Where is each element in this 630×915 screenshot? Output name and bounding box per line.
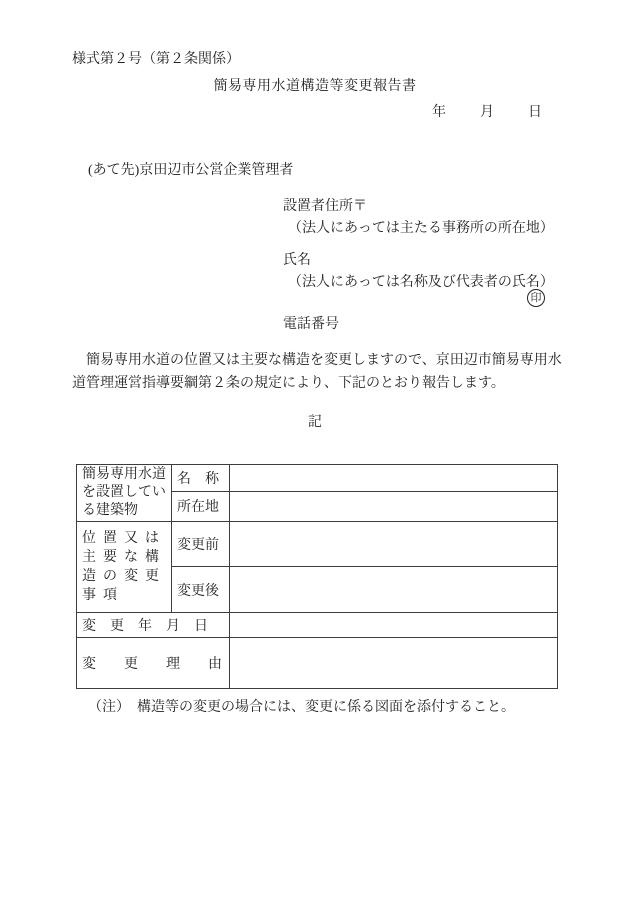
change-reason-label: 変 更 理 由 xyxy=(77,638,230,689)
before-change-input-cell[interactable] xyxy=(230,522,558,567)
body-line-2: 道管理運営指導要綱第２条の規定により、下記のとおり報告します。 xyxy=(72,376,505,391)
addressee: (あて先)京田辺市公営企業管理者 xyxy=(88,163,294,178)
table-row xyxy=(77,638,558,689)
submitter-phone-label: 電話番号 xyxy=(283,317,339,332)
after-change-label: 変更後 xyxy=(172,567,230,613)
building-name-label: 名 称 xyxy=(172,465,230,492)
submitter-name-label: 氏名 xyxy=(283,253,311,268)
table-row xyxy=(77,465,558,492)
submitter-address-label: 設置者住所〒 xyxy=(283,199,367,214)
page-title: 簡易専用水道構造等変更報告書 xyxy=(213,79,417,94)
body-line-1: 簡易専用水道の位置又は主要な構造を変更しますので、京田辺市簡易専用水 xyxy=(72,353,562,368)
date-month-label: 月 xyxy=(480,105,494,120)
before-change-label: 変更前 xyxy=(172,522,230,567)
building-location-input-cell[interactable] xyxy=(230,491,558,521)
change-date-label: 変 更 年 月 日 xyxy=(77,613,230,638)
table-row xyxy=(77,522,558,567)
after-change-input-cell[interactable] xyxy=(230,567,558,613)
footnote: （注） 構造等の変更の場合には、変更に係る図面を添付すること。 xyxy=(88,700,515,715)
report-table xyxy=(76,464,558,689)
seal-character: 印 xyxy=(530,291,542,304)
seal-icon xyxy=(527,289,545,307)
change-date-input-cell[interactable] xyxy=(230,613,558,638)
body-paragraph xyxy=(72,349,570,395)
building-group-label: 簡易専用水道を設置している建築物 xyxy=(77,465,172,522)
change-group-label: 位置又は主要な構造の変更事項 xyxy=(77,522,172,613)
record-heading: 記 xyxy=(308,415,322,430)
date-day-label: 日 xyxy=(528,105,542,120)
date-line xyxy=(432,101,542,121)
building-name-input-cell[interactable] xyxy=(230,465,558,492)
building-location-label: 所在地 xyxy=(172,491,230,521)
date-year-label: 年 xyxy=(432,105,446,120)
table-row xyxy=(77,613,558,638)
submitter-name-note: （法人にあっては名称及び代表者の氏名） xyxy=(288,275,554,290)
submitter-address-note: （法人にあっては主たる事務所の所在地） xyxy=(288,221,554,236)
form-number: 様式第２号（第２条関係） xyxy=(72,52,240,67)
change-reason-input-cell[interactable] xyxy=(230,638,558,689)
